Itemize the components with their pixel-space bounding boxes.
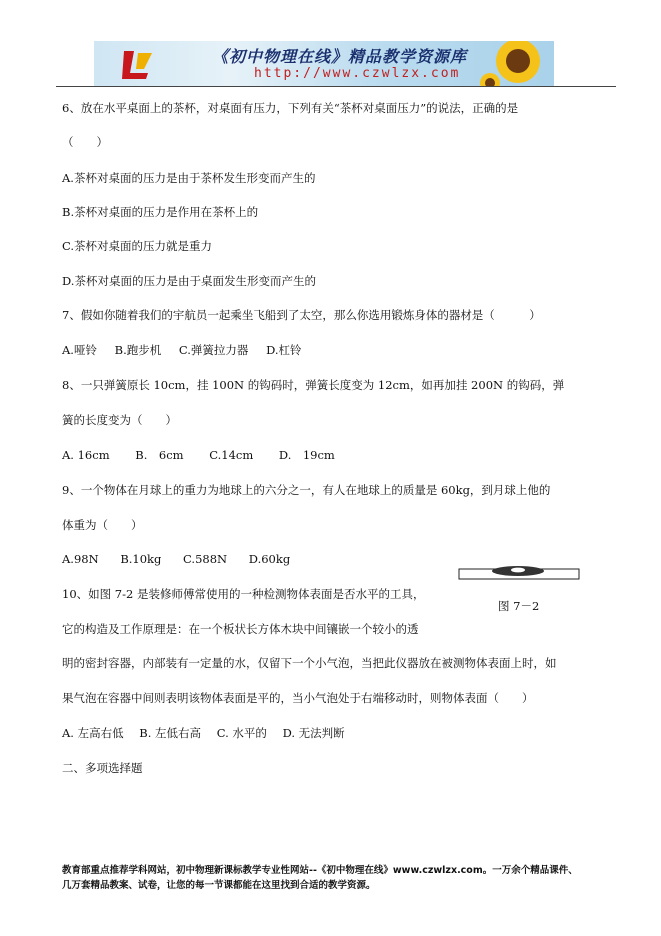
question-10-stem-line4: 果气泡在容器中间则表明该物体表面是平的，当小气泡处于右端移动时，则物体表面（ ） <box>62 691 534 705</box>
question-10-option-b: B. 左低右高 <box>139 726 202 740</box>
question-9-stem: 9、一个物体在月球上的重力为地球上的六分之一，有人在地球上的质量是 60kg，到月球上他的 <box>62 483 551 497</box>
question-10-option-c: C. 水平的 <box>216 726 267 740</box>
header-banner <box>94 41 554 86</box>
question-8-option-b: B. 6cm <box>135 448 184 462</box>
question-7-stem: 7、假如你随着我们的宇航员一起乘坐飞船到了太空，那么你选用锻炼身体的器材是（ ） <box>62 308 541 322</box>
figure-caption: 图 7－2 <box>498 599 540 613</box>
question-6-blank: （ ） <box>62 135 108 149</box>
question-9-option-b: B.10kg <box>120 552 162 566</box>
question-8-option-a: A. 16cm <box>62 448 110 462</box>
question-10-options <box>62 726 359 740</box>
site-logo-icon <box>118 47 158 81</box>
question-8-stem: 8、一只弹簧原长 10cm，挂 100N 的钩码时，弹簧长度变为 12cm，如再加挂 200N 的钩码，弹 <box>62 378 565 392</box>
question-8-option-c: C.14cm <box>209 448 254 462</box>
page-footer <box>62 863 622 893</box>
question-10-option-d: D. 无法判断 <box>282 726 345 740</box>
question-9-option-a: A.98N <box>62 552 99 566</box>
question-10-stem-line2: 它的构造及工作原理是：在一个板状长方体木块中间镶嵌一个较小的透 <box>62 622 419 636</box>
question-7-option-b: B.跑步机 <box>114 343 162 357</box>
question-10-stem-line3: 明的密封容器，内部装有一定量的水，仅留下一个小气泡，当把此仪器放在被测物体表面上时，如 <box>62 656 557 670</box>
question-6-option-c: C.茶杯对桌面的压力就是重力 <box>62 239 213 253</box>
sunflower-icon <box>480 41 550 86</box>
question-8-stem-cont: 簧的长度变为（ ） <box>62 413 177 427</box>
question-10-option-a: A. 左高右低 <box>62 726 124 740</box>
question-6-option-d: D.茶杯对桌面的压力是由于桌面发生形变而产生的 <box>62 274 316 288</box>
banner-title: 《初中物理在线》精品教学资源库 <box>212 47 468 66</box>
question-6-stem: 6、放在水平桌面上的茶杯，对桌面有压力，下列有关“茶杯对桌面压力”的说法，正确的是 <box>62 101 519 115</box>
question-7-options <box>62 343 316 357</box>
banner-url[interactable]: http://www.czwlzx.com <box>254 66 461 81</box>
question-8-options <box>62 448 349 462</box>
question-9-option-d: D.60kg <box>248 552 291 566</box>
header-divider <box>56 86 616 87</box>
question-10-stem: 10、如图 7-2 是装修师傅常使用的一种检测物体表面是否水平的工具， <box>62 587 425 601</box>
question-6-option-a: A.茶杯对桌面的压力是由于茶杯发生形变而产生的 <box>62 171 316 185</box>
spirit-level-figure <box>458 564 580 582</box>
question-7-option-d: D.杠铃 <box>266 343 302 357</box>
question-9-option-c: C.588N <box>183 552 228 566</box>
question-7-option-a: A.哑铃 <box>62 343 97 357</box>
question-9-options <box>62 552 304 566</box>
question-9-stem-cont: 体重为（ ） <box>62 518 143 532</box>
section-title: 二、多项选择题 <box>62 761 143 775</box>
footer-line-2: 几万套精品教案、试卷，让您的每一节课都能在这里找到合适的教学资源。 <box>62 880 376 891</box>
question-7-option-c: C.弹簧拉力器 <box>178 343 249 357</box>
question-8-option-d: D. 19cm <box>278 448 335 462</box>
footer-line-1: 教育部重点推荐学科网站，初中物理新课标教学专业性网站--《初中物理在线》www.czwlzx.com。一万余个精品课件、 <box>62 865 578 876</box>
question-6-option-b: B.茶杯对桌面的压力是作用在茶杯上的 <box>62 205 259 219</box>
